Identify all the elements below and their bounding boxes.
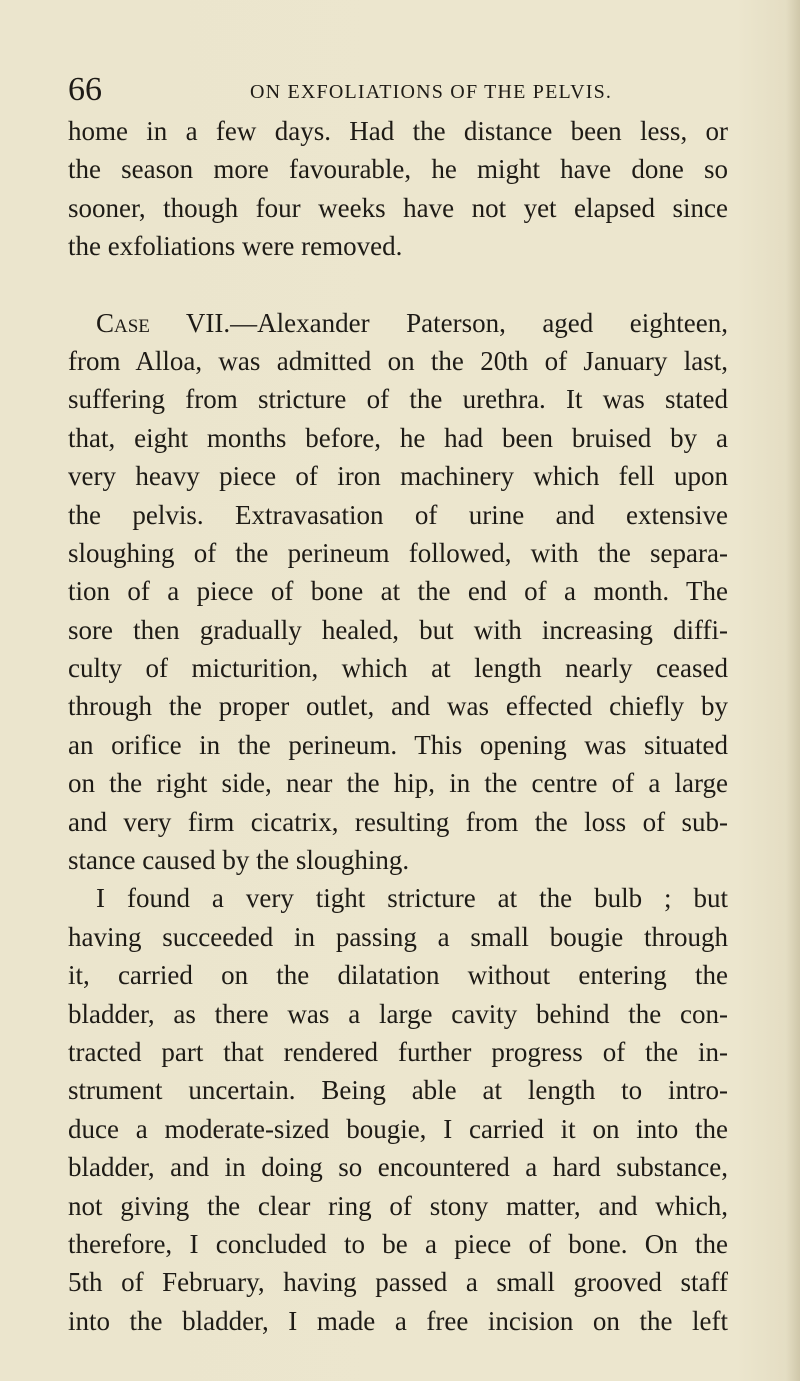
text-line: not giving the clear ring of stony matter, and which, bbox=[68, 1190, 728, 1221]
text-line: therefore, I concluded to be a piece of bone. On the bbox=[68, 1228, 728, 1259]
text-line: tracted part that rendered further progress of the in- bbox=[68, 1036, 728, 1067]
text-line: very heavy piece of iron machinery which fell upon bbox=[68, 461, 728, 492]
paragraph-gap bbox=[68, 266, 728, 304]
text-line: suffering from stricture of the urethra. It was stated bbox=[68, 384, 728, 415]
running-title: ON EXFOLIATIONS OF THE PELVIS. bbox=[250, 81, 613, 103]
page-number: 66 bbox=[68, 71, 102, 108]
text-line: from Alloa, was admitted on the 20th of January last, bbox=[68, 345, 728, 376]
page-edge-shadow bbox=[786, 0, 800, 1381]
text-line: and very firm cicatrix, resulting from the loss of sub- bbox=[68, 806, 728, 837]
text-line: the exfoliations were removed. bbox=[68, 231, 403, 262]
text-line: an orifice in the perineum. This opening was situated bbox=[68, 729, 728, 760]
text-line: 5th of February, having passed a small grooved staff bbox=[68, 1267, 728, 1298]
text-line: sore then gradually healed, but with increasing diffi- bbox=[68, 614, 728, 645]
case-heading-line bbox=[68, 304, 728, 342]
text-line: through the proper outlet, and was effected chiefly by bbox=[68, 691, 728, 722]
text-line: the pelvis. Extravasation of urine and extensive bbox=[68, 499, 728, 530]
case-label: Case VII. bbox=[96, 307, 231, 338]
text-line: tion of a piece of bone at the end of a month. The bbox=[68, 576, 728, 607]
text-line: into the bladder, I made a free incision on the left bbox=[68, 1305, 728, 1336]
text-line: bladder, and in doing so encountered a hard substance, bbox=[68, 1152, 728, 1183]
text-line: home in a few days. Had the distance been less, or bbox=[68, 116, 728, 146]
text-line: culty of micturition, which at length nearly ceased bbox=[68, 653, 728, 684]
body-text bbox=[68, 112, 728, 1340]
text-line: stance caused by the sloughing. bbox=[68, 845, 410, 876]
page-header bbox=[68, 70, 768, 110]
text-line: having succeeded in passing a small bougie through bbox=[68, 921, 728, 952]
text-line: strument uncertain. Being able at length to intro- bbox=[68, 1075, 728, 1106]
text-line: the season more favourable, he might have done so bbox=[68, 154, 728, 185]
case-heading-rest: —Alexander Paterson, aged eighteen, bbox=[230, 307, 728, 338]
text-line: that, eight months before, he had been bruised by a bbox=[68, 422, 728, 453]
text-line: it, carried on the dilatation without entering the bbox=[68, 960, 728, 991]
text-line: I found a very tight stricture at the bulb ; but bbox=[96, 883, 728, 914]
text-line: sooner, though four weeks have not yet elapsed since bbox=[68, 192, 728, 223]
text-line: sloughing of the perineum followed, with the separa- bbox=[68, 537, 728, 568]
text-line: on the right side, near the hip, in the centre of a large bbox=[68, 768, 728, 799]
text-line: duce a moderate-sized bougie, I carried it on into the bbox=[68, 1113, 728, 1144]
text-line: bladder, as there was a large cavity behind the con- bbox=[68, 998, 728, 1029]
